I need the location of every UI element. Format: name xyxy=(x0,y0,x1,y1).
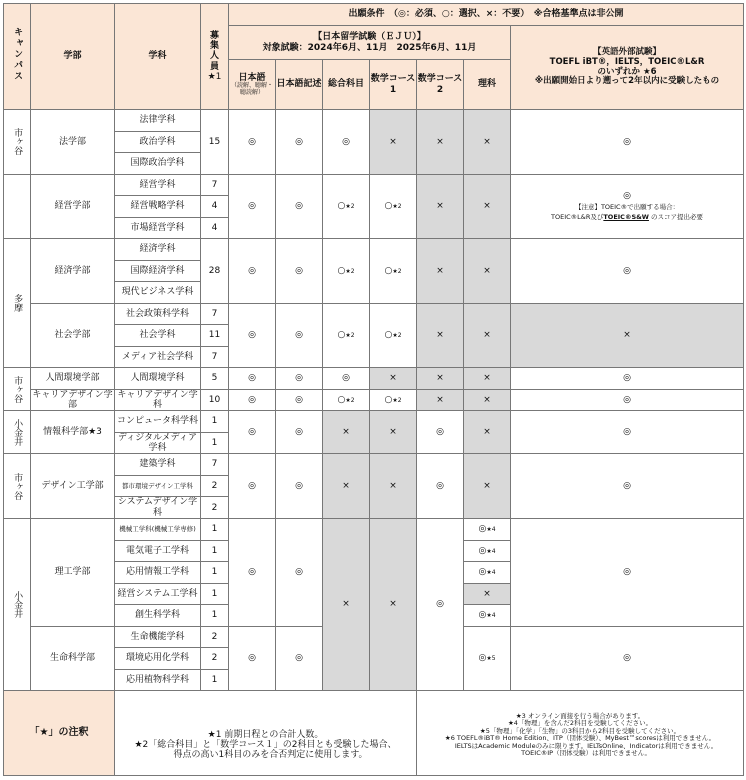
mark-cell: ◎ xyxy=(511,239,744,304)
faculty-cell: 経営学部 xyxy=(31,174,115,239)
dept-cell: 建築学科 xyxy=(115,454,201,476)
capacity-cell: 15 xyxy=(201,110,229,175)
dept-cell: 経営戦略学科 xyxy=(115,196,201,218)
mark-cell: ◎ xyxy=(276,411,323,454)
capacity-cell: 1 xyxy=(201,669,229,691)
dept-cell: 市場経営学科 xyxy=(115,217,201,239)
campus-cell: 市ヶ谷 xyxy=(4,368,31,411)
mark-cell: ◎ xyxy=(511,454,744,519)
mark-cell: ◎★4 xyxy=(464,540,511,562)
mark-cell: × xyxy=(464,239,511,304)
dept-cell: 都市環境デザイン工学科 xyxy=(115,475,201,497)
capacity-cell: 1 xyxy=(201,583,229,605)
capacity-cell: 1 xyxy=(201,519,229,541)
mark-cell: ○★2 xyxy=(323,389,370,411)
table-row xyxy=(4,519,744,541)
mark-cell: ◎ xyxy=(229,411,276,454)
mark-cell: × xyxy=(370,519,417,691)
mark-cell: ○★2 xyxy=(370,303,417,368)
mark-cell: ◎ xyxy=(323,368,370,390)
mark-cell: × xyxy=(417,110,464,175)
faculty-cell: 情報科学部★3 xyxy=(31,411,115,454)
mark-cell: ◎ xyxy=(511,519,744,627)
campus-cell: 多摩 xyxy=(4,239,31,368)
dept-cell: 国際経済学科 xyxy=(115,260,201,282)
mark-cell: ◎ xyxy=(276,368,323,390)
campus-cell: 小金井 xyxy=(4,411,31,454)
dept-cell: 経営システム工学科 xyxy=(115,583,201,605)
col-japanese: 日本語 （読解、聴解・聴読解） xyxy=(229,60,276,110)
faculty-cell: デザイン工学部 xyxy=(31,454,115,519)
dept-cell: 社会学科 xyxy=(115,325,201,347)
mark-cell: × xyxy=(323,411,370,454)
capacity-cell: 4 xyxy=(201,196,229,218)
mark-cell: × xyxy=(417,368,464,390)
dept-cell: 電気電子工学科 xyxy=(115,540,201,562)
capacity-cell: 4 xyxy=(201,217,229,239)
capacity-cell: 7 xyxy=(201,174,229,196)
col-math2: 数学コース2 xyxy=(417,60,464,110)
faculty-cell: 生命科学部 xyxy=(31,626,115,691)
dept-cell: 国際政治学科 xyxy=(115,153,201,175)
mgmt-english-cell: ◎ 【注意】TOEIC®で出願する場合： TOEIC®L&R及びTOEIC®S&W のスコア提出必要 xyxy=(511,174,744,239)
capacity-cell: 7 xyxy=(201,346,229,368)
mark-cell: × xyxy=(370,368,417,390)
mark-cell: ○★2 xyxy=(370,174,417,239)
mark-cell: ◎★4 xyxy=(464,519,511,541)
mark-cell: × xyxy=(464,389,511,411)
campus-cell xyxy=(4,174,31,239)
dept-cell: 政治学科 xyxy=(115,131,201,153)
campus-cell: 市ヶ谷 xyxy=(4,454,31,519)
table-row xyxy=(4,411,744,433)
mark-cell: ◎ xyxy=(276,626,323,691)
dept-cell: システムデザイン学科 xyxy=(115,497,201,519)
mark-cell: ◎ xyxy=(276,239,323,304)
capacity-cell: 2 xyxy=(201,497,229,519)
dept-cell: 法律学科 xyxy=(115,110,201,132)
faculty-cell: 人間環境学部 xyxy=(31,368,115,390)
mark-cell: ◎★4 xyxy=(464,562,511,584)
capacity-cell: 7 xyxy=(201,303,229,325)
mark-cell: ◎ xyxy=(511,110,744,175)
mark-cell: × xyxy=(370,454,417,519)
mark-cell: ◎ xyxy=(276,174,323,239)
table-row xyxy=(4,110,744,132)
mark-cell: × xyxy=(464,174,511,239)
col-general-subjects: 総合科目 xyxy=(323,60,370,110)
mark-cell: × xyxy=(417,303,464,368)
mark-cell: × xyxy=(464,303,511,368)
capacity-cell: 2 xyxy=(201,648,229,670)
notes-left: ★1 前期日程との合計人数。 ★2「総合科目」と「数学コース１」の2科目とも受験した場合、 得点の高い1科目のみを合否判定に使用します。 xyxy=(115,691,417,776)
capacity-cell: 2 xyxy=(201,626,229,648)
dept-cell: 経済学科 xyxy=(115,239,201,261)
mark-cell: ◎ xyxy=(323,110,370,175)
mark-cell: ◎ xyxy=(511,411,744,454)
dept-cell: 創生科学科 xyxy=(115,605,201,627)
mark-cell: ◎ xyxy=(229,454,276,519)
capacity-cell: 10 xyxy=(201,389,229,411)
dept-cell: 機械工学科(機械工学専修) xyxy=(115,519,201,541)
faculty-cell: キャリアデザイン学部 xyxy=(32,389,113,410)
mark-cell: × xyxy=(464,454,511,519)
capacity-cell: 1 xyxy=(201,432,229,454)
dept-cell: ディジタルメディア学科 xyxy=(115,432,201,454)
table-row xyxy=(4,368,744,390)
mark-cell: ○★2 xyxy=(370,389,417,411)
table-row xyxy=(4,239,744,261)
dept-cell: 生命機能学科 xyxy=(115,626,201,648)
mark-cell: ◎ xyxy=(276,303,323,368)
faculty-header: 学部 xyxy=(31,4,115,110)
mark-cell: ◎ xyxy=(276,519,323,627)
mark-cell: ◎ xyxy=(417,519,464,691)
table-row xyxy=(4,389,744,411)
table-row xyxy=(4,454,744,476)
mark-cell: ◎ xyxy=(276,389,323,411)
dept-header: 学科 xyxy=(115,4,201,110)
col-science: 理科 xyxy=(464,60,511,110)
mark-cell: ○★2 xyxy=(323,239,370,304)
dept-cell: 応用植物科学科 xyxy=(115,669,201,691)
mark-cell: ○★2 xyxy=(323,174,370,239)
notes-title: 「★」の注釈 xyxy=(4,691,115,776)
mark-cell: × xyxy=(511,303,744,368)
mark-cell: ◎ xyxy=(229,303,276,368)
faculty-cell: 経済学部 xyxy=(31,239,115,304)
mark-cell: ◎ xyxy=(511,626,744,691)
capacity-cell: 1 xyxy=(201,562,229,584)
campus-cell: 小金井 xyxy=(4,519,31,691)
capacity-cell: 1 xyxy=(201,605,229,627)
eju-header: 【日本留学試験（ＥＪＵ）】 対象試験：2024年6月、11月 2025年6月、11月 xyxy=(229,26,511,60)
mark-cell: × xyxy=(464,110,511,175)
mark-cell: ○★2 xyxy=(323,303,370,368)
campus-header: キャンパス xyxy=(4,4,31,110)
footer-row xyxy=(4,691,744,776)
mark-cell: ◎ xyxy=(229,174,276,239)
mark-cell: × xyxy=(464,583,511,605)
mark-cell: × xyxy=(370,110,417,175)
notes-right: ★3 オンライン面接を行う場合があります。 ★4「物理」を含んだ2科目を受験してください。 ★5「物理」「化学」「生物」の3科目から2科目を受験してください。 ★6 TOEFL®iBT® Home Edition、ITP（団体受験）、MyBest™scoresは利用できません。 IELTSはAcademic Moduleのみに限ります。IELTsOnline、Indicatorは利用できません。 TOEIC®IP（団体受験）は利用できません。 xyxy=(417,691,744,776)
dept-cell: コンピュータ科学科 xyxy=(115,411,201,433)
faculty-cell: 法学部 xyxy=(31,110,115,175)
conditions-header: 出願条件 （◎：必須、○：選択、×：不要） ※合格基準点は非公開 xyxy=(229,4,744,26)
dept-cell: メディア社会学科 xyxy=(115,346,201,368)
mark-cell: ○★2 xyxy=(370,239,417,304)
dept-cell: 現代ビジネス学科 xyxy=(115,282,201,304)
mark-cell: ◎ xyxy=(229,368,276,390)
col-japanese-writing: 日本語記述 xyxy=(276,60,323,110)
mark-cell: × xyxy=(464,368,511,390)
mark-cell: ◎ xyxy=(276,110,323,175)
mark-cell: × xyxy=(323,454,370,519)
mark-cell: ◎ xyxy=(417,411,464,454)
capacity-cell: 28 xyxy=(201,239,229,304)
admission-requirements-table xyxy=(3,3,744,776)
capacity-cell: 7 xyxy=(201,454,229,476)
mark-cell: × xyxy=(464,411,511,454)
mark-cell: ◎ xyxy=(276,454,323,519)
col-math1: 数学コース1 xyxy=(370,60,417,110)
table-row xyxy=(4,303,744,325)
mark-cell: ◎★5 xyxy=(464,626,511,691)
mark-cell: ◎ xyxy=(229,626,276,691)
dept-cell: 経営学科 xyxy=(115,174,201,196)
mark-cell: ◎★4 xyxy=(464,605,511,627)
capacity-cell: 11 xyxy=(201,325,229,347)
mark-cell: ◎ xyxy=(511,389,744,411)
mark-cell: ◎ xyxy=(229,389,276,411)
dept-cell: キャリアデザイン学科 xyxy=(115,389,201,411)
mark-cell: ◎ xyxy=(417,454,464,519)
faculty-cell: 理工学部 xyxy=(31,519,115,627)
dept-cell: 人間環境学科 xyxy=(115,368,201,390)
table-row xyxy=(4,174,744,196)
mark-cell: × xyxy=(417,239,464,304)
mark-cell: × xyxy=(370,411,417,454)
mark-cell: ◎ xyxy=(229,110,276,175)
mark-cell: × xyxy=(323,519,370,691)
mark-cell: × xyxy=(417,389,464,411)
dept-cell: 社会政策科学科 xyxy=(115,303,201,325)
capacity-cell: 2 xyxy=(201,475,229,497)
dept-cell: 環境応用化学科 xyxy=(115,648,201,670)
capacity-cell: 1 xyxy=(201,540,229,562)
mark-cell: × xyxy=(417,174,464,239)
campus-cell: 市ヶ谷 xyxy=(4,110,31,175)
capacity-header: 募集人員 ★1 xyxy=(201,4,229,110)
capacity-cell: 1 xyxy=(201,411,229,433)
mark-cell: ◎ xyxy=(229,239,276,304)
mark-cell: ◎ xyxy=(229,519,276,627)
capacity-cell: 5 xyxy=(201,368,229,390)
mark-cell: ◎ xyxy=(511,368,744,390)
faculty-cell: 社会学部 xyxy=(31,303,115,368)
english-test-header: 【英語外部試験】 TOEFL iBT®，IELTS，TOEIC®L&R のいずれか ★6 ※出願開始日より遡って2年以内に受験したもの xyxy=(511,26,744,110)
dept-cell: 応用情報工学科 xyxy=(115,562,201,584)
